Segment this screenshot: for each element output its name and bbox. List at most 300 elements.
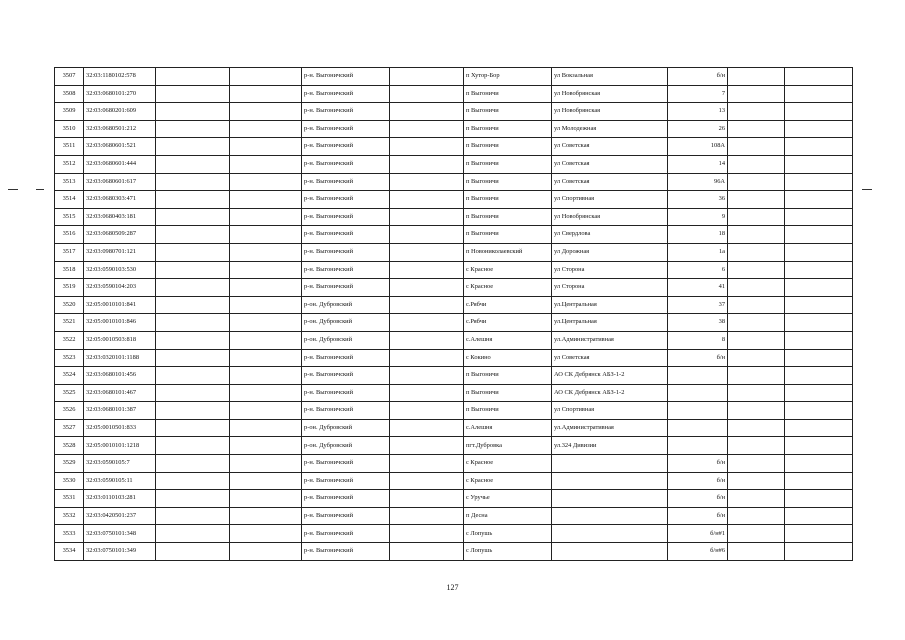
empty-cell (390, 296, 464, 314)
row-number-cell: 3518 (55, 261, 84, 279)
empty-cell (728, 226, 785, 244)
table-row (55, 296, 853, 314)
empty-cell (390, 507, 464, 525)
table-row (55, 367, 853, 385)
empty-cell (390, 384, 464, 402)
empty-cell (390, 455, 464, 473)
house-number-cell: б/н (668, 472, 728, 490)
registry-table-body (55, 68, 853, 561)
empty-cell (230, 120, 302, 138)
cadastral-number-cell: 32:03:0680601:521 (84, 138, 156, 156)
cadastral-number-cell: 32:03:0590105:11 (84, 472, 156, 490)
locality-cell: с Лопушь (464, 543, 552, 561)
empty-cell (390, 103, 464, 121)
district-cell: р-н. Выгоничский (302, 261, 390, 279)
empty-cell (785, 437, 853, 455)
house-number-cell: 14 (668, 155, 728, 173)
empty-cell (785, 455, 853, 473)
house-number-cell: 36 (668, 191, 728, 209)
empty-cell (156, 437, 230, 455)
empty-cell (785, 68, 853, 86)
row-number-cell: 3520 (55, 296, 84, 314)
district-cell: р-н. Выгоничский (302, 349, 390, 367)
locality-cell: пгт.Дубровка (464, 437, 552, 455)
house-number-cell: б/н#6 (668, 543, 728, 561)
empty-cell (230, 437, 302, 455)
empty-cell (156, 314, 230, 332)
empty-cell (230, 419, 302, 437)
empty-cell (728, 490, 785, 508)
empty-cell (156, 279, 230, 297)
house-number-cell: б/н (668, 507, 728, 525)
district-cell: р-н. Выгоничский (302, 472, 390, 490)
district-cell: р-он. Дубровский (302, 419, 390, 437)
locality-cell: п Выгоничи (464, 384, 552, 402)
district-cell: р-н. Выгоничский (302, 155, 390, 173)
house-number-cell: 18 (668, 226, 728, 244)
empty-cell (390, 349, 464, 367)
district-cell: р-н. Выгоничский (302, 120, 390, 138)
empty-cell (728, 296, 785, 314)
empty-cell (785, 226, 853, 244)
row-number-cell: 3534 (55, 543, 84, 561)
district-cell: р-н. Выгоничский (302, 543, 390, 561)
empty-cell (230, 191, 302, 209)
empty-cell (230, 349, 302, 367)
district-cell: р-н. Выгоничский (302, 507, 390, 525)
empty-cell (785, 208, 853, 226)
empty-cell (728, 173, 785, 191)
table-row (55, 525, 853, 543)
empty-cell (230, 472, 302, 490)
house-number-cell: 108А (668, 138, 728, 156)
street-cell: ул Новобрянская (552, 103, 668, 121)
empty-cell (156, 226, 230, 244)
district-cell: р-он. Дубровский (302, 437, 390, 455)
empty-cell (390, 226, 464, 244)
street-cell: ул.Административная (552, 419, 668, 437)
locality-cell: п Десна (464, 507, 552, 525)
house-number-cell: б/н#1 (668, 525, 728, 543)
row-number-cell: 3523 (55, 349, 84, 367)
street-cell: ул Свердлова (552, 226, 668, 244)
district-cell: р-н. Выгоничский (302, 103, 390, 121)
street-cell: ул Новобрянская (552, 85, 668, 103)
row-number-cell: 3527 (55, 419, 84, 437)
empty-cell (390, 367, 464, 385)
empty-cell (230, 226, 302, 244)
empty-cell (230, 155, 302, 173)
empty-cell (390, 314, 464, 332)
empty-cell (156, 120, 230, 138)
empty-cell (785, 138, 853, 156)
row-number-cell: 3511 (55, 138, 84, 156)
empty-cell (390, 543, 464, 561)
street-cell: ул Сторона (552, 279, 668, 297)
table-row (55, 138, 853, 156)
empty-cell (156, 155, 230, 173)
empty-cell (230, 525, 302, 543)
scan-artifact-line (8, 189, 18, 190)
house-number-cell (668, 419, 728, 437)
row-number-cell: 3508 (55, 85, 84, 103)
empty-cell (785, 472, 853, 490)
street-cell: ул Советская (552, 173, 668, 191)
street-cell: ул Советская (552, 155, 668, 173)
cadastral-number-cell: 32:03:1180102:578 (84, 68, 156, 86)
street-cell: ул.Административная (552, 331, 668, 349)
district-cell: р-он. Дубровский (302, 314, 390, 332)
empty-cell (728, 419, 785, 437)
empty-cell (785, 243, 853, 261)
row-number-cell: 3528 (55, 437, 84, 455)
empty-cell (230, 331, 302, 349)
row-number-cell: 3516 (55, 226, 84, 244)
locality-cell: п Выгоничи (464, 208, 552, 226)
empty-cell (785, 367, 853, 385)
empty-cell (785, 525, 853, 543)
empty-cell (785, 279, 853, 297)
empty-cell (785, 349, 853, 367)
cadastral-number-cell: 32:03:0320101:1188 (84, 349, 156, 367)
street-cell: АО СК Дебрянск АБЗ-1-2 (552, 367, 668, 385)
empty-cell (390, 331, 464, 349)
cadastral-number-cell: 32:03:0680303:471 (84, 191, 156, 209)
empty-cell (785, 296, 853, 314)
empty-cell (230, 103, 302, 121)
empty-cell (390, 437, 464, 455)
table-row (55, 68, 853, 86)
empty-cell (156, 261, 230, 279)
locality-cell: п Выгоничи (464, 138, 552, 156)
empty-cell (728, 103, 785, 121)
empty-cell (230, 173, 302, 191)
table-row (55, 208, 853, 226)
empty-cell (230, 138, 302, 156)
table-row (55, 155, 853, 173)
house-number-cell: 26 (668, 120, 728, 138)
street-cell: ул Вокзальная (552, 68, 668, 86)
locality-cell: с.Рябчи (464, 296, 552, 314)
locality-cell: с Красное (464, 455, 552, 473)
empty-cell (728, 331, 785, 349)
house-number-cell: 41 (668, 279, 728, 297)
empty-cell (390, 138, 464, 156)
locality-cell: с Красное (464, 472, 552, 490)
empty-cell (156, 490, 230, 508)
cadastral-number-cell: 32:05:0010101:846 (84, 314, 156, 332)
house-number-cell (668, 367, 728, 385)
empty-cell (390, 279, 464, 297)
cadastral-number-cell: 32:03:0590103:530 (84, 261, 156, 279)
empty-cell (230, 243, 302, 261)
house-number-cell: 38 (668, 314, 728, 332)
cadastral-number-cell: 32:03:0980701:121 (84, 243, 156, 261)
empty-cell (728, 437, 785, 455)
row-number-cell: 3513 (55, 173, 84, 191)
row-number-cell: 3525 (55, 384, 84, 402)
empty-cell (728, 261, 785, 279)
table-row (55, 490, 853, 508)
empty-cell (230, 68, 302, 86)
locality-cell: п Хутор-Бор (464, 68, 552, 86)
table-row (55, 173, 853, 191)
house-number-cell: б/н (668, 490, 728, 508)
empty-cell (230, 314, 302, 332)
locality-cell: с Лопушь (464, 525, 552, 543)
street-cell (552, 543, 668, 561)
row-number-cell: 3507 (55, 68, 84, 86)
empty-cell (785, 419, 853, 437)
locality-cell: п Выгоничи (464, 367, 552, 385)
empty-cell (156, 191, 230, 209)
scan-artifact-line (36, 189, 44, 190)
empty-cell (728, 455, 785, 473)
empty-cell (390, 85, 464, 103)
row-number-cell: 3530 (55, 472, 84, 490)
empty-cell (728, 68, 785, 86)
empty-cell (785, 173, 853, 191)
district-cell: р-н. Выгоничский (302, 68, 390, 86)
cadastral-number-cell: 32:03:0680601:444 (84, 155, 156, 173)
empty-cell (785, 490, 853, 508)
house-number-cell (668, 402, 728, 420)
district-cell: р-он. Дубровский (302, 331, 390, 349)
locality-cell: п Выгоничи (464, 226, 552, 244)
empty-cell (728, 138, 785, 156)
district-cell: р-н. Выгоничский (302, 173, 390, 191)
street-cell: ул Советская (552, 138, 668, 156)
district-cell: р-н. Выгоничский (302, 455, 390, 473)
empty-cell (230, 208, 302, 226)
street-cell: ул Спортивная (552, 191, 668, 209)
cadastral-number-cell: 32:03:0680101:467 (84, 384, 156, 402)
empty-cell (230, 455, 302, 473)
row-number-cell: 3532 (55, 507, 84, 525)
street-cell (552, 472, 668, 490)
street-cell (552, 507, 668, 525)
empty-cell (728, 472, 785, 490)
cadastral-number-cell: 32:03:0750101:348 (84, 525, 156, 543)
cadastral-number-cell: 32:03:0680101:456 (84, 367, 156, 385)
empty-cell (230, 507, 302, 525)
cadastral-number-cell: 32:03:0680501:212 (84, 120, 156, 138)
table-row (55, 349, 853, 367)
table-row (55, 191, 853, 209)
table-row (55, 507, 853, 525)
district-cell: р-н. Выгоничский (302, 279, 390, 297)
table-row (55, 455, 853, 473)
locality-cell: п Новониколаевский (464, 243, 552, 261)
registry-table (54, 67, 853, 561)
empty-cell (156, 173, 230, 191)
empty-cell (390, 155, 464, 173)
house-number-cell (668, 384, 728, 402)
district-cell: р-н. Выгоничский (302, 191, 390, 209)
empty-cell (156, 507, 230, 525)
empty-cell (728, 349, 785, 367)
empty-cell (728, 507, 785, 525)
house-number-cell: б/н (668, 455, 728, 473)
empty-cell (785, 314, 853, 332)
table-row (55, 402, 853, 420)
cadastral-number-cell: 32:03:0680101:270 (84, 85, 156, 103)
empty-cell (156, 103, 230, 121)
empty-cell (728, 384, 785, 402)
locality-cell: с.Алешня (464, 419, 552, 437)
locality-cell: п Выгоничи (464, 191, 552, 209)
row-number-cell: 3529 (55, 455, 84, 473)
empty-cell (728, 85, 785, 103)
locality-cell: с Красное (464, 279, 552, 297)
locality-cell: с.Рябчи (464, 314, 552, 332)
locality-cell: п Выгоничи (464, 85, 552, 103)
house-number-cell: б/н (668, 68, 728, 86)
empty-cell (785, 191, 853, 209)
empty-cell (156, 296, 230, 314)
empty-cell (785, 402, 853, 420)
row-number-cell: 3514 (55, 191, 84, 209)
district-cell: р-н. Выгоничский (302, 138, 390, 156)
table-row (55, 103, 853, 121)
empty-cell (230, 261, 302, 279)
cadastral-number-cell: 32:03:0680101:387 (84, 402, 156, 420)
district-cell: р-н. Выгоничский (302, 490, 390, 508)
cadastral-number-cell: 32:03:0750101:349 (84, 543, 156, 561)
house-number-cell: 37 (668, 296, 728, 314)
cadastral-number-cell: 32:05:0010501:833 (84, 419, 156, 437)
empty-cell (230, 543, 302, 561)
row-number-cell: 3510 (55, 120, 84, 138)
empty-cell (785, 120, 853, 138)
street-cell: АО СК Дебрянск АБЗ-1-2 (552, 384, 668, 402)
table-row (55, 472, 853, 490)
locality-cell: с Кокино (464, 349, 552, 367)
page-number: 127 (446, 583, 459, 592)
empty-cell (230, 384, 302, 402)
empty-cell (785, 103, 853, 121)
empty-cell (156, 349, 230, 367)
empty-cell (156, 138, 230, 156)
locality-cell: п Выгоничи (464, 103, 552, 121)
street-cell: ул Спортивная (552, 402, 668, 420)
empty-cell (156, 525, 230, 543)
street-cell: ул.Центральная (552, 314, 668, 332)
locality-cell: п Выгоничи (464, 173, 552, 191)
locality-cell: с Красное (464, 261, 552, 279)
district-cell: р-н. Выгоничский (302, 367, 390, 385)
empty-cell (230, 85, 302, 103)
empty-cell (728, 279, 785, 297)
cadastral-number-cell: 32:03:0420501:237 (84, 507, 156, 525)
empty-cell (230, 367, 302, 385)
empty-cell (230, 402, 302, 420)
empty-cell (156, 367, 230, 385)
table-row (55, 384, 853, 402)
table-row (55, 226, 853, 244)
table-row (55, 331, 853, 349)
district-cell: р-н. Выгоничский (302, 226, 390, 244)
empty-cell (156, 331, 230, 349)
table-row (55, 85, 853, 103)
cadastral-number-cell: 32:05:0010503:818 (84, 331, 156, 349)
empty-cell (728, 155, 785, 173)
locality-cell: п Выгоничи (464, 402, 552, 420)
house-number-cell: 7 (668, 85, 728, 103)
empty-cell (785, 155, 853, 173)
empty-cell (785, 85, 853, 103)
table-row (55, 120, 853, 138)
empty-cell (728, 367, 785, 385)
district-cell: р-н. Выгоничский (302, 525, 390, 543)
empty-cell (390, 243, 464, 261)
row-number-cell: 3531 (55, 490, 84, 508)
empty-cell (230, 490, 302, 508)
table-row (55, 243, 853, 261)
empty-cell (728, 243, 785, 261)
empty-cell (390, 120, 464, 138)
row-number-cell: 3526 (55, 402, 84, 420)
row-number-cell: 3517 (55, 243, 84, 261)
empty-cell (390, 402, 464, 420)
row-number-cell: 3512 (55, 155, 84, 173)
district-cell: р-н. Выгоничский (302, 243, 390, 261)
cadastral-number-cell: 32:03:0590104:203 (84, 279, 156, 297)
empty-cell (390, 191, 464, 209)
locality-cell: с.Алешня (464, 331, 552, 349)
district-cell: р-н. Выгоничский (302, 384, 390, 402)
empty-cell (728, 525, 785, 543)
cadastral-number-cell: 32:03:0110103:281 (84, 490, 156, 508)
house-number-cell: 9 (668, 208, 728, 226)
cadastral-number-cell: 32:05:0010101:1218 (84, 437, 156, 455)
row-number-cell: 3515 (55, 208, 84, 226)
street-cell: ул Дорожная (552, 243, 668, 261)
empty-cell (390, 490, 464, 508)
empty-cell (785, 331, 853, 349)
empty-cell (390, 472, 464, 490)
empty-cell (390, 68, 464, 86)
empty-cell (390, 525, 464, 543)
empty-cell (156, 85, 230, 103)
locality-cell: п Выгоничи (464, 120, 552, 138)
empty-cell (390, 419, 464, 437)
table-row (55, 279, 853, 297)
empty-cell (728, 208, 785, 226)
cadastral-number-cell: 32:05:0010101:841 (84, 296, 156, 314)
district-cell: р-он. Дубровский (302, 296, 390, 314)
street-cell: ул.Центральная (552, 296, 668, 314)
table-row (55, 261, 853, 279)
empty-cell (785, 261, 853, 279)
row-number-cell: 3519 (55, 279, 84, 297)
empty-cell (156, 402, 230, 420)
cadastral-number-cell: 32:03:0680403:181 (84, 208, 156, 226)
empty-cell (156, 419, 230, 437)
table-row (55, 314, 853, 332)
empty-cell (230, 296, 302, 314)
street-cell: ул.324 Дивизии (552, 437, 668, 455)
empty-cell (156, 208, 230, 226)
empty-cell (728, 314, 785, 332)
row-number-cell: 3524 (55, 367, 84, 385)
house-number-cell: 13 (668, 103, 728, 121)
cadastral-number-cell: 32:03:0680601:617 (84, 173, 156, 191)
empty-cell (390, 261, 464, 279)
row-number-cell: 3521 (55, 314, 84, 332)
house-number-cell (668, 437, 728, 455)
cadastral-number-cell: 32:03:0680201:609 (84, 103, 156, 121)
